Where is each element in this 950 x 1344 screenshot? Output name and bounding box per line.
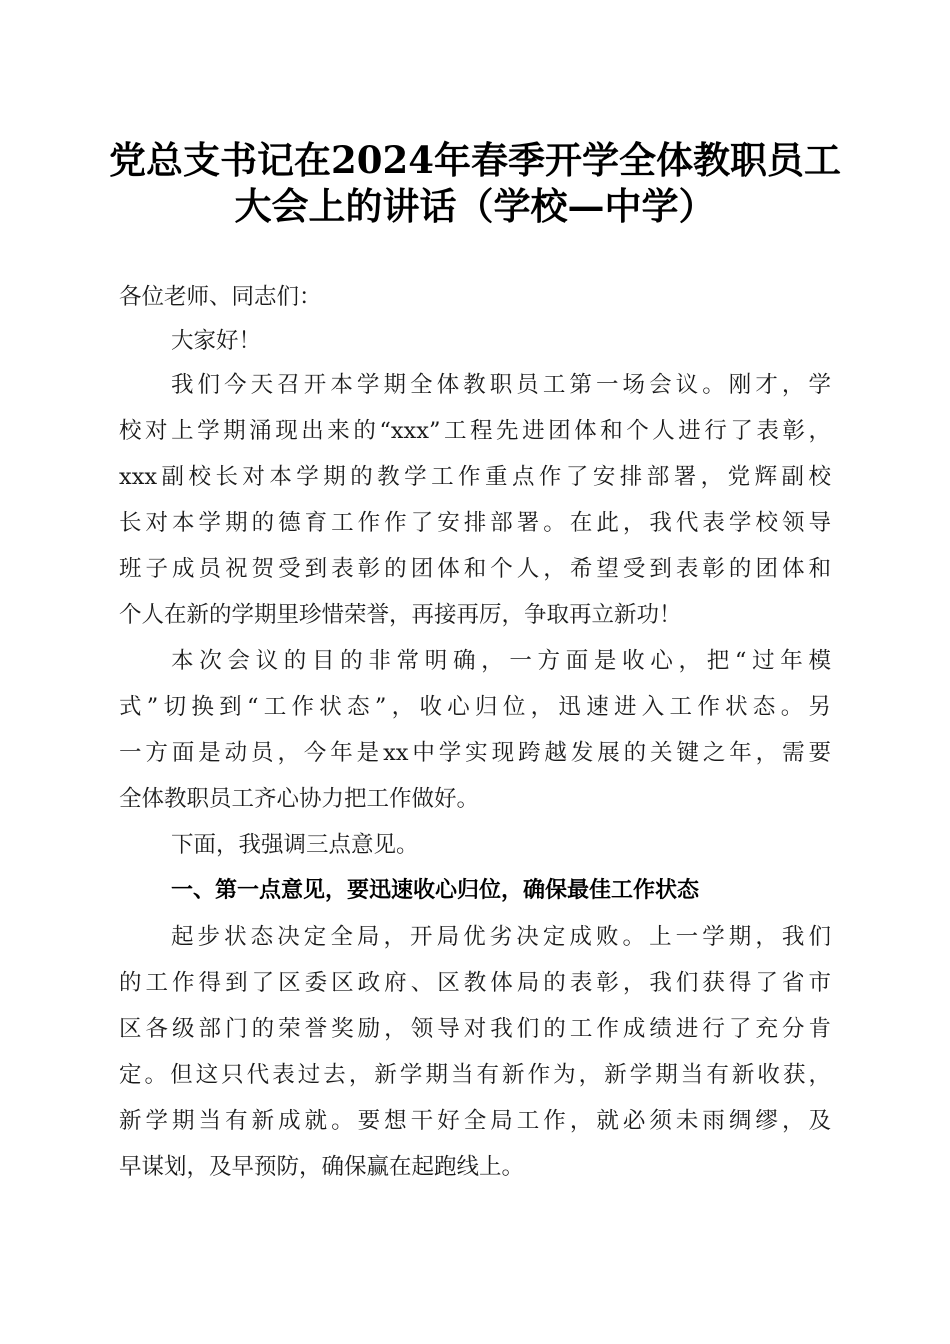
- paragraph-2-line-1: 本次会议的目的非常明确，一方面是收心，把“过年模: [171, 648, 831, 674]
- paragraph-1-line-3: xxx副校长对本学期的教学工作重点作了安排部署，党辉副校: [119, 464, 831, 490]
- paragraph-1-line-2: 校对上学期涌现出来的“xxx”工程先进团体和个人进行了表彰，: [119, 418, 831, 444]
- greeting: 大家好！: [171, 328, 262, 354]
- paragraph-4-line-1: 起步状态决定全局，开局优劣决定成败。上一学期，我们: [171, 924, 831, 950]
- paragraph-4-line-2: 的工作得到了区委区政府、区教体局的表彰，我们获得了省市: [119, 970, 831, 996]
- document-title-line-2: 大会上的讲话（学校—中学）: [234, 184, 716, 228]
- paragraph-1-line-5: 班子成员祝贺受到表彰的团体和个人，希望受到表彰的团体和: [119, 556, 831, 582]
- paragraph-1-line-1: 我们今天召开本学期全体教职员工第一场会议。刚才，学: [171, 372, 831, 398]
- section-1-heading: 一、第一点意见，要迅速收心归位，确保最佳工作状态: [171, 878, 700, 903]
- document-title-line-1: 党总支书记在2024年春季开学全体教职员工: [109, 138, 841, 182]
- paragraph-4-line-4: 定。但这只代表过去，新学期当有新作为，新学期当有新收获，: [119, 1062, 831, 1088]
- paragraph-4-line-6: 早谋划，及早预防，确保赢在起跑线上。: [119, 1154, 525, 1180]
- paragraph-4-line-3: 区各级部门的荣誉奖励，领导对我们的工作成绩进行了充分肯: [119, 1016, 831, 1042]
- paragraph-1-line-6: 个人在新的学期里珍惜荣誉，再接再厉，争取再立新功！: [119, 602, 682, 628]
- paragraph-1-line-4: 长对本学期的德育工作作了安排部署。在此，我代表学校领导: [119, 510, 831, 536]
- salutation: 各位老师、同志们：: [119, 284, 322, 310]
- paragraph-3: 下面，我强调三点意见。: [171, 832, 419, 858]
- paragraph-2-line-4: 全体教职员工齐心协力把工作做好。: [119, 786, 480, 812]
- paragraph-2-line-2: 式”切换到“工作状态”，收心归位，迅速进入工作状态。另: [119, 694, 831, 720]
- paragraph-4-line-5: 新学期当有新成就。要想干好全局工作，就必须未雨绸缪，及: [119, 1108, 831, 1134]
- paragraph-2-line-3: 一方面是动员，今年是xx中学实现跨越发展的关键之年，需要: [119, 740, 831, 766]
